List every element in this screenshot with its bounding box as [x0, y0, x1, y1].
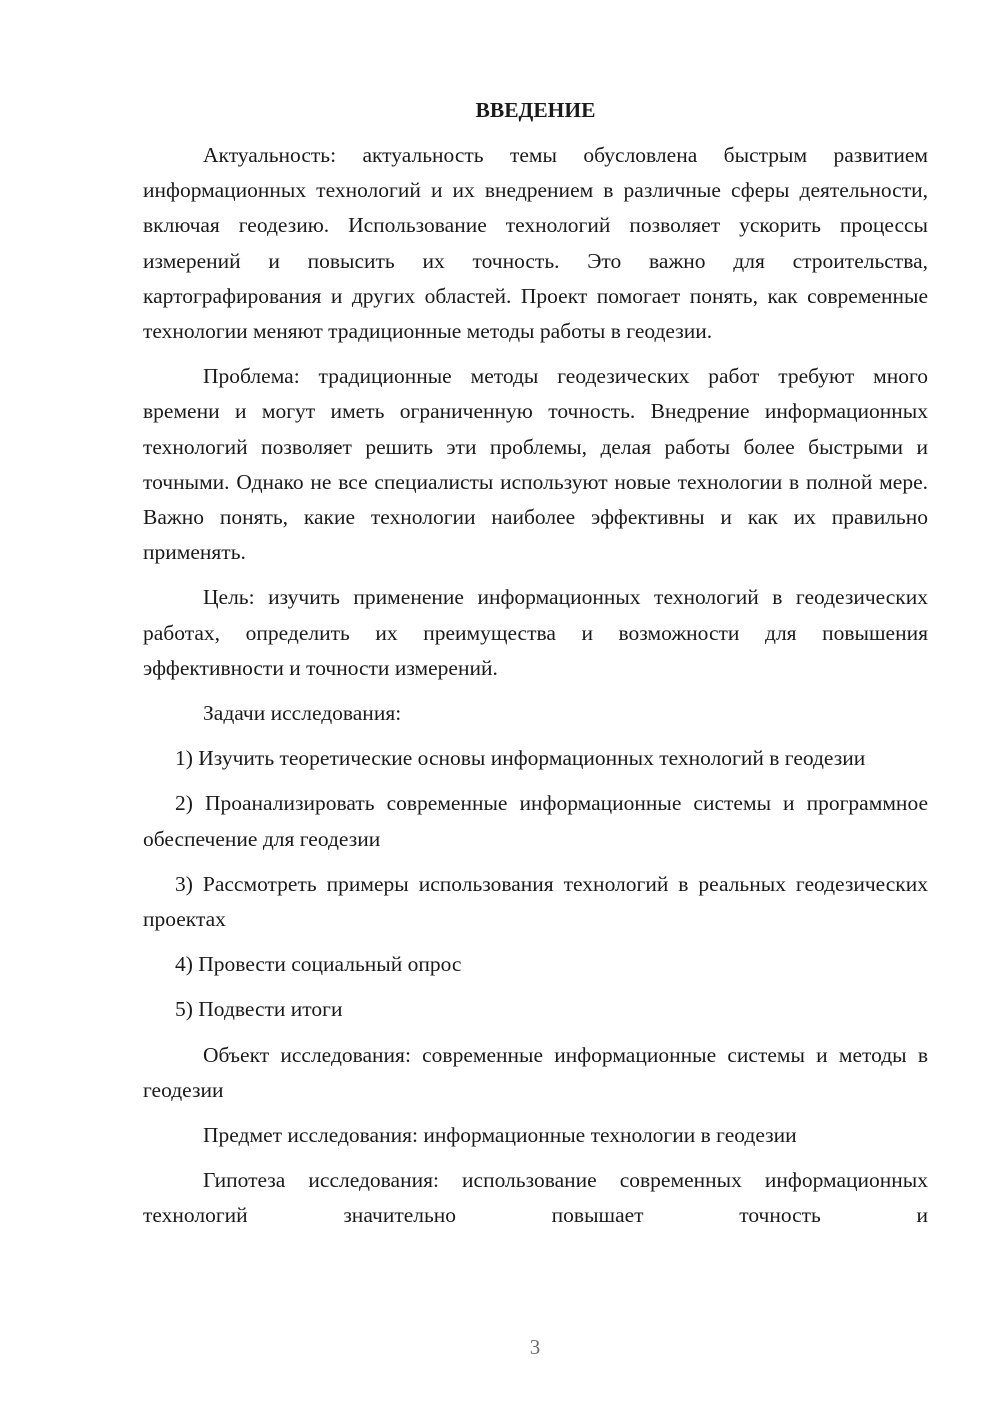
paragraph-hypothesis: Гипотеза исследования: использование современных информационных технологий значительно повышает точность и	[143, 1168, 928, 1228]
task-item-3: 3) Рассмотреть примеры использования технологий в реальных геодезических проектах	[143, 871, 928, 932]
tasks-title: Задачи исследования:	[203, 701, 402, 726]
task-item-1: 1) Изучить теоретические основы информационных технологий в геодезии	[175, 746, 866, 771]
page-content	[143, 93, 928, 1244]
paragraph-relevance: Актуальность: актуальность темы обусловлена быстрым развитием информационных технологий и их внедрением в различные сферы деятельности, включая геодезию. Использование технологий позволяет ускорить процессы измерений и повысить их точность. Это важно для строительства, картографирования и других областей. Проект помогает понять, как современные технологии меняют традиционные методы работы в геодезии.	[143, 143, 928, 344]
paragraph-problem: Проблема: традиционные методы геодезических работ требуют много времени и могут иметь ограниченную точность. Внедрение информационных технологий позволяет решить эти проблемы, делая работы более быстрыми и точными. Однако не все специалисты используют новые технологии в полной мере. Важно понять, какие технологии наиболее эффективны и как их правильно применять.	[143, 364, 928, 565]
task-item-4: 4) Провести социальный опрос	[175, 952, 462, 977]
paragraph-subject: Предмет исследования: информационные технологии в геодезии	[203, 1123, 797, 1148]
task-item-2: 2) Проанализировать современные информационные системы и программное обеспечение для геодезии	[143, 791, 928, 851]
task-item-5: 5) Подвести итоги	[175, 997, 343, 1022]
paragraph-object: Объект исследования: современные информационные системы и методы в геодезии	[143, 1042, 928, 1102]
section-heading: ВВЕДЕНИЕ	[475, 98, 596, 122]
page-number: 3	[529, 1335, 541, 1359]
paragraph-goal: Цель: изучить применение информационных технологий в геодезических работах, определить их преимущества и возможности для повышения эффективности и точности измерений.	[143, 585, 928, 680]
